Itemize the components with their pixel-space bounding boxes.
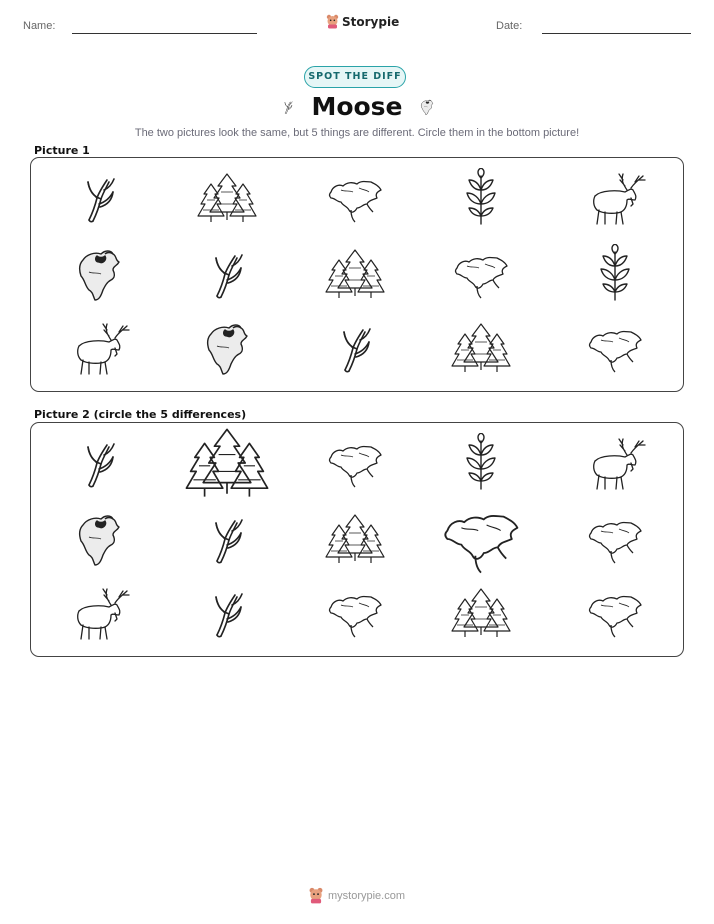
grid-cell[interactable] — [565, 583, 665, 643]
pine-trees-icon — [431, 583, 531, 643]
brand-logo — [326, 14, 399, 29]
grid-cell[interactable] — [305, 318, 405, 378]
pine-trees-icon — [157, 421, 297, 505]
moose-icon — [565, 168, 665, 228]
grid-cell[interactable] — [177, 318, 277, 378]
grid-cell[interactable] — [305, 168, 405, 228]
grid-cell[interactable] — [177, 583, 277, 643]
north-america-map-icon — [412, 90, 442, 124]
name-label: Name: — [23, 20, 56, 32]
grid-cell[interactable] — [305, 433, 405, 493]
antler-icon — [177, 509, 277, 569]
grid-cell[interactable] — [305, 244, 405, 304]
storypie-bear-icon — [308, 887, 324, 904]
moose-icon — [49, 583, 149, 643]
pine-trees-icon — [305, 244, 405, 304]
north-america-map-icon — [49, 509, 149, 569]
leaf-branch-icon — [565, 244, 665, 304]
antler-icon — [177, 583, 277, 643]
antler-icon — [305, 318, 405, 378]
grid-cell[interactable] — [49, 433, 149, 493]
grid-cell[interactable] — [565, 168, 665, 228]
storypie-bear-icon — [326, 14, 339, 29]
pine-trees-icon — [177, 168, 277, 228]
antler-icon — [274, 92, 302, 122]
pine-trees-icon — [431, 318, 531, 378]
moose-icon — [565, 433, 665, 493]
spot-the-diff-badge: SPOT THE DIFF — [304, 66, 406, 88]
picture-2-label: Picture 2 (circle the 5 differences) — [34, 408, 247, 421]
grid-cell[interactable] — [49, 583, 149, 643]
grid-cell[interactable] — [431, 433, 531, 493]
grid-cell[interactable] — [565, 433, 665, 493]
leaf-branch-icon — [431, 168, 531, 228]
date-label: Date: — [496, 20, 523, 32]
grid-cell[interactable] — [305, 509, 405, 569]
picture-2-panel[interactable] — [30, 422, 684, 657]
grid-cell[interactable] — [431, 244, 531, 304]
grid-cell[interactable] — [49, 318, 149, 378]
date-field[interactable] — [542, 33, 691, 34]
grid-cell[interactable] — [565, 509, 665, 569]
asia-map-icon — [565, 318, 665, 378]
north-america-map-icon — [177, 318, 277, 378]
leaf-branch-icon — [431, 433, 531, 493]
instructions: The two pictures look the same, but 5 things are different. Circle them in the bottom picture! — [134, 127, 580, 139]
asia-map-icon — [411, 497, 551, 581]
grid-cell[interactable] — [431, 168, 531, 228]
grid-cell[interactable] — [177, 244, 277, 304]
name-field[interactable] — [72, 33, 257, 34]
asia-map-icon — [431, 244, 531, 304]
asia-map-icon — [305, 433, 405, 493]
grid-cell[interactable] — [411, 497, 551, 581]
picture-1-label: Picture 1 — [34, 144, 90, 157]
picture-1-panel[interactable] — [30, 157, 684, 392]
grid-cell[interactable] — [431, 318, 531, 378]
asia-map-icon — [305, 168, 405, 228]
grid-cell[interactable] — [49, 509, 149, 569]
grid-cell[interactable] — [431, 583, 531, 643]
page-title: Moose — [311, 92, 403, 121]
grid-cell[interactable] — [49, 168, 149, 228]
grid-cell[interactable] — [565, 318, 665, 378]
asia-map-icon — [565, 583, 665, 643]
grid-cell[interactable] — [177, 509, 277, 569]
asia-map-icon — [305, 583, 405, 643]
footer-site[interactable]: mystorypie.com — [328, 889, 406, 902]
footer — [308, 887, 405, 904]
grid-cell[interactable] — [565, 244, 665, 304]
grid-cell[interactable] — [49, 244, 149, 304]
grid-cell[interactable] — [305, 583, 405, 643]
brand-name: Storypie — [342, 14, 400, 29]
pine-trees-icon — [305, 509, 405, 569]
antler-icon — [177, 244, 277, 304]
antler-icon — [49, 168, 149, 228]
moose-icon — [49, 318, 149, 378]
antler-icon — [49, 433, 149, 493]
asia-map-icon — [565, 509, 665, 569]
north-america-map-icon — [49, 244, 149, 304]
grid-cell[interactable] — [157, 421, 297, 505]
grid-cell[interactable] — [177, 168, 277, 228]
